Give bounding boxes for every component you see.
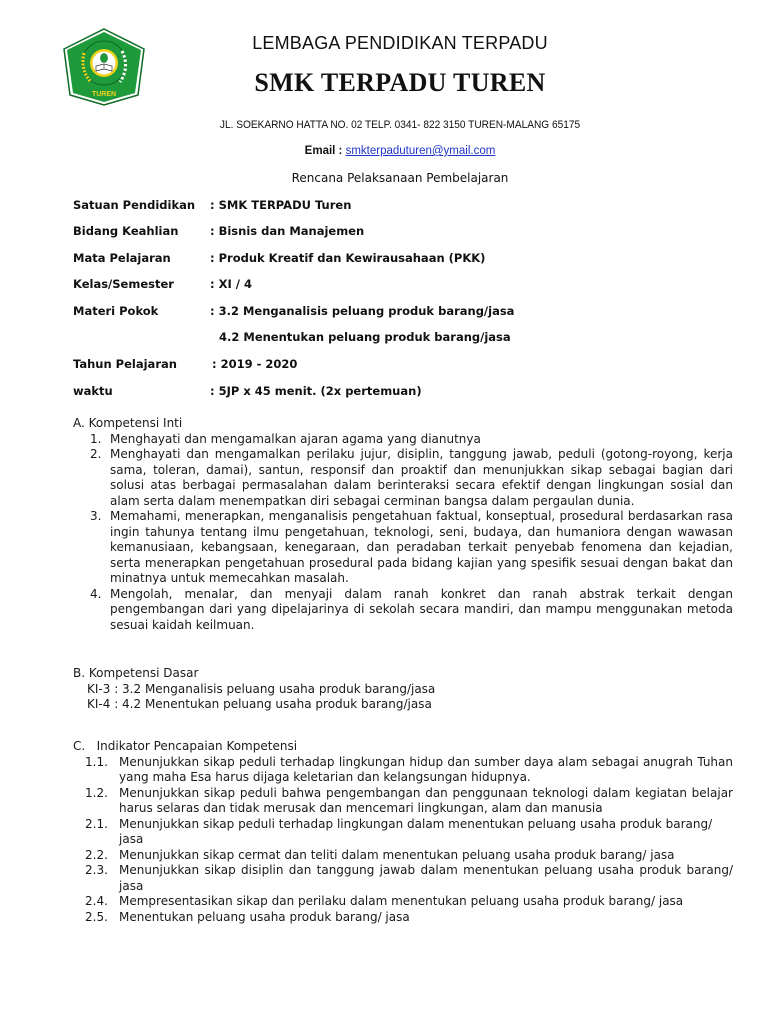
info-label: Mata Pelajaran (73, 251, 171, 265)
list-item (73, 894, 733, 910)
item-text: Menghayati dan mengamalkan ajaran agama yang dianutnya (110, 431, 481, 446)
list-item (73, 755, 733, 786)
info-label: Materi Pokok (73, 304, 159, 318)
section-kompetensi-inti (73, 416, 733, 633)
info-value: : XI / 4 (210, 277, 252, 291)
item-text: Memahami, menerapkan, menganalisis pengetahuan faktual, konseptual, prosedural berdasarkan rasa ingin tahunya tentang ilmu pengetahuan, teknologi, seni, budaya, dan humaniora dengan wawasan kemanusiaan, kebangsaan, kenegaraan, dan peradaban terkait penyebab fenomena dan kejadian, serta menerapkan pengetahuan prosedural pada bidang kajian yang spesifik sesuai dengan bakat dan minatnya untuk memecahkan masalah. (110, 509, 733, 585)
list-item (73, 447, 733, 509)
kompetensi-inti-list (73, 432, 733, 634)
item-text: Menentukan peluang usaha produk barang/ jasa (119, 909, 410, 924)
kd-line-ki3: KI-3 : 3.2 Menganalisis peluang usaha produk barang/jasa (87, 681, 436, 696)
item-text: Menunjukkan sikap cermat dan teliti dalam menentukan peluang usaha produk barang/ jasa (119, 847, 675, 862)
item-text: Menunjukkan sikap disiplin dan tanggung jawab dalam menentukan peluang usaha produk barang/ jasa (119, 863, 733, 893)
org-name: LEMBAGA PENDIDIKAN TERPADU (252, 33, 548, 53)
info-label: Bidang Keahlian (73, 224, 179, 238)
item-number: 3. (90, 509, 102, 523)
list-item (73, 587, 733, 634)
list-item (73, 910, 733, 926)
item-number: 1.2. (85, 785, 108, 800)
email-line (190, 145, 610, 157)
item-number: 2. (90, 447, 102, 461)
section-heading: C. Indikator Pencapaian Kompetensi (73, 739, 298, 753)
item-text: Mengolah, menalar, dan menyaji dalam ranah konkret dan ranah abstrak terkait dengan pengembangan dari yang dipelajarinya di sekolah secara mandiri, dan mampu menggunakan metoda sesuai kaidah keilmuan. (110, 586, 733, 632)
info-value: : Produk Kreatif dan Kewirausahaan (PKK) (210, 251, 486, 265)
kd-line-ki4: KI-4 : 4.2 Menentukan peluang usaha produk barang/jasa (87, 697, 432, 711)
item-text: Menunjukkan sikap peduli bahwa pengembangan dan penggunaan teknologi dalam kegiatan belajar harus selaras dan tidak merusak dan mencemari lingkungan, alam dan manusia (119, 785, 733, 815)
school-name: SMK TERPADU TUREN (254, 68, 546, 97)
list-item (73, 863, 733, 894)
school-emblem-icon (62, 27, 146, 107)
item-number: 2.1. (85, 816, 108, 831)
info-value: 4.2 Menentukan peluang produk barang/jasa (219, 330, 511, 344)
item-number: 1. (90, 431, 102, 446)
item-number: 2.4. (85, 894, 108, 908)
info-label: Kelas/Semester (73, 277, 174, 291)
item-text: Menunjukkan sikap peduli terhadap lingkungan dalam menentukan peluang usaha produk barang/ jasa (119, 816, 713, 846)
svg-text:TUREN: TUREN (91, 91, 117, 98)
item-text: Menunjukkan sikap peduli terhadap lingkungan hidup dan sumber daya alam sebagai anugrah Tuhan yang maha Esa harus dijaga keletarian dan kelangsungan hidupnya. (119, 754, 733, 784)
list-item (73, 786, 733, 817)
info-value: : SMK TERPADU Turen (210, 198, 352, 212)
item-number: 2.2. (85, 847, 108, 862)
info-label: Satuan Pendidikan (73, 198, 196, 212)
info-value: : Bisnis dan Manajemen (210, 224, 365, 238)
info-value: : 5JP x 45 menit. (2x pertemuan) (210, 384, 422, 398)
section-kompetensi-dasar (73, 666, 733, 713)
list-item (73, 509, 733, 587)
school-address: JL. SOEKARNO HATTA NO. 02 TELP. 0341- 822 3150 TUREN-MALANG 65175 (219, 119, 581, 131)
item-text: Mempresentasikan sikap dan perilaku dalam menentukan peluang usaha produk barang/ jasa (119, 894, 684, 908)
document-title: Rencana Pelaksanaan Pembelajaran (291, 171, 509, 185)
info-label: Tahun Pelajaran (73, 357, 177, 371)
section-heading: A. Kompetensi Inti (73, 416, 183, 430)
list-item (73, 848, 733, 864)
indikator-list (73, 755, 733, 926)
item-number: 2.5. (85, 909, 108, 924)
info-value: : 2019 - 2020 (212, 357, 298, 371)
info-value: : 3.2 Menganalisis peluang produk barang/jasa (210, 304, 515, 318)
item-number: 1.1. (85, 754, 108, 769)
item-text: Menghayati dan mengamalkan perilaku jujur, disiplin, tanggung jawab, peduli (gotong-royong, kerja sama, toleran, damai), santun, responsif dan proaktif dan menunjukkan sikap sebagai bagian dari solusi atas berbagai permasalahan dalam berinteraksi secara efektif dengan lingkungan sosial dan alam serta dalam menempatkan diri sebagai cerminan bangsa dalam pergaulan dunia. (110, 447, 733, 508)
list-item (73, 817, 733, 848)
email-link[interactable]: smkterpaduturen@ymail.com (345, 145, 496, 157)
item-number: 4. (90, 586, 102, 601)
list-item (73, 432, 733, 448)
section-indikator (73, 739, 733, 925)
section-heading: B. Kompetensi Dasar (73, 666, 199, 680)
item-number: 2.3. (85, 863, 108, 877)
info-label: waktu (73, 384, 113, 398)
email-label: Email : (304, 145, 346, 157)
